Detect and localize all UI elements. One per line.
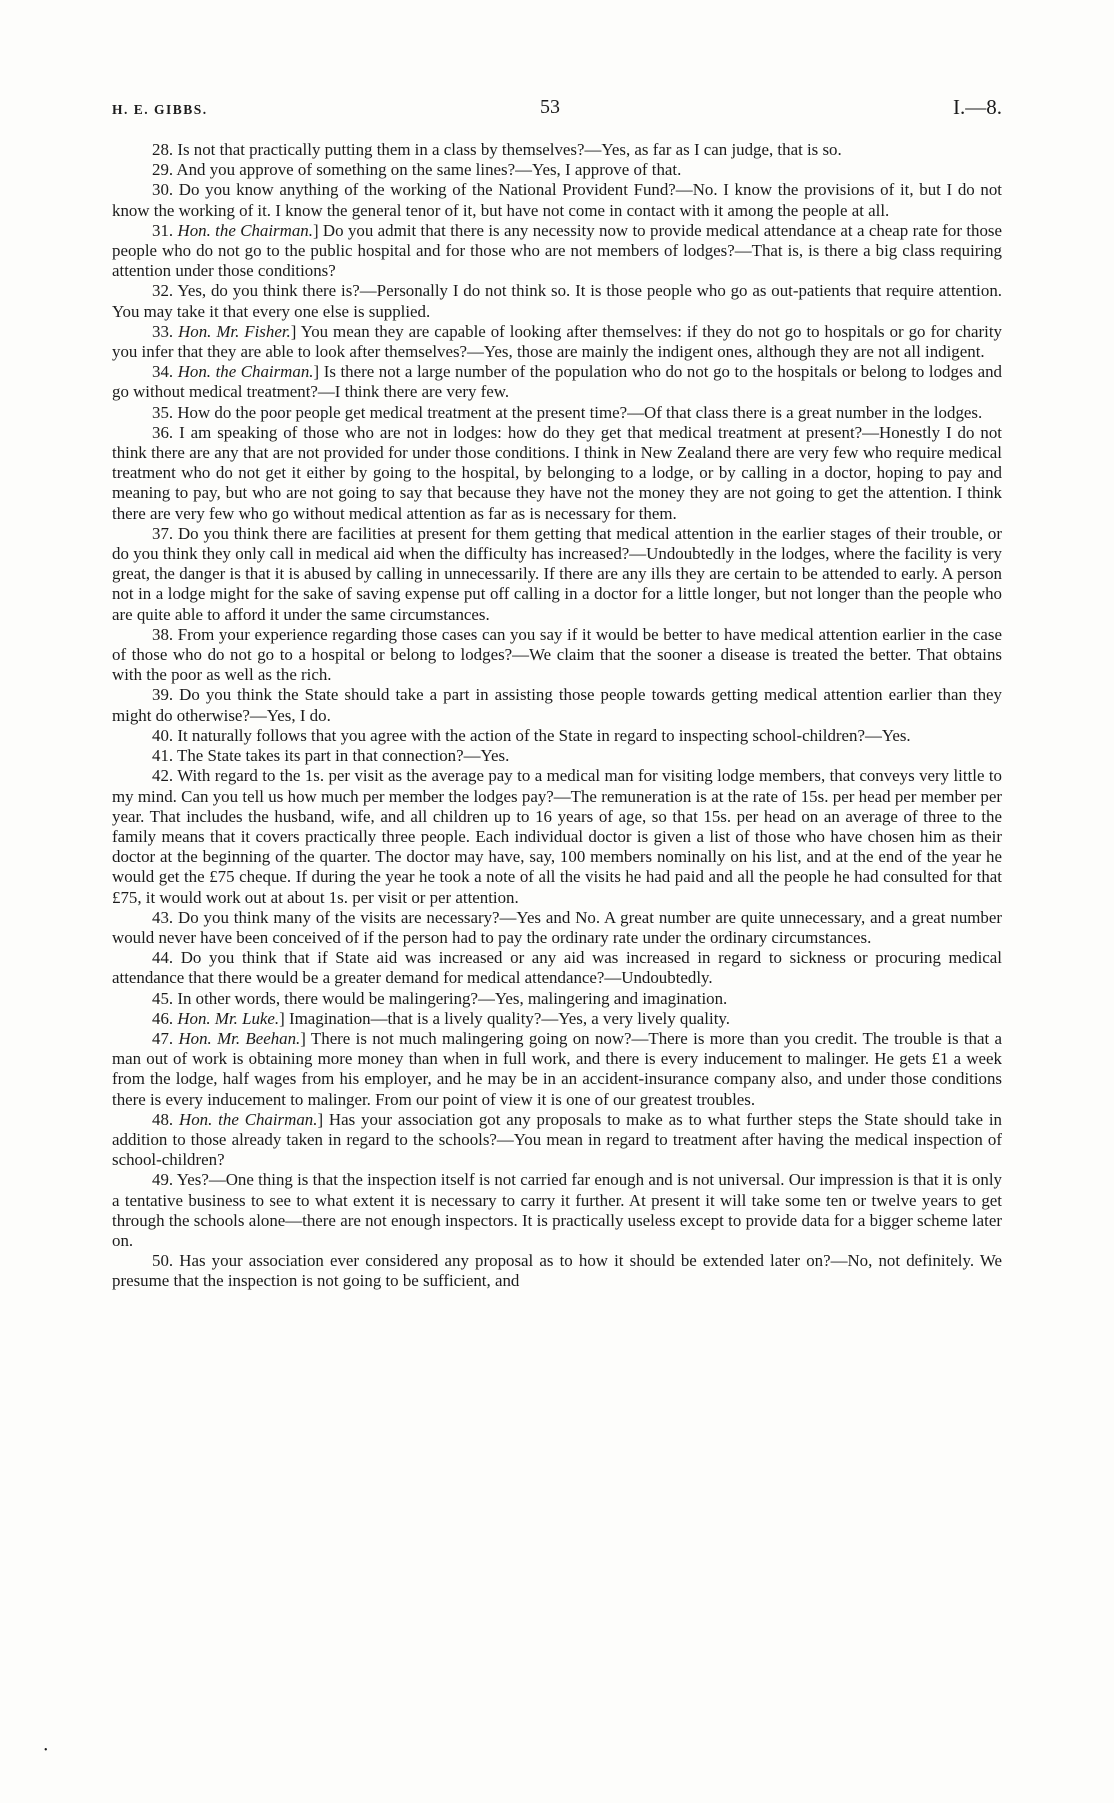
question-paragraph <box>112 403 1002 423</box>
paragraph-text: 46. <box>152 1008 178 1028</box>
question-paragraph <box>112 322 1002 362</box>
question-paragraph <box>112 766 1002 907</box>
paragraph-text: ] Is there not a large number of the population who do not go to the hospitals or belong to lodges and go without medical treatment?—I think there are very few. <box>112 362 1002 402</box>
question-paragraph <box>112 1170 1002 1251</box>
evidence-text <box>112 140 1002 1292</box>
paragraph-text: 45. In other words, there would be malingering?—Yes, malingering and imagination. <box>152 988 728 1008</box>
question-paragraph <box>112 362 1002 402</box>
paragraph-text: 35. How do the poor people get medical treatment at the present time?—Of that class there is a great number in the lodges. <box>152 402 983 422</box>
speaker-name: Hon. the Chairman. <box>177 220 313 240</box>
paragraph-text: 48. <box>152 1109 179 1129</box>
paragraph-text: ] Imagination—that is a lively quality?—Yes, a very lively quality. <box>279 1008 730 1028</box>
paper-reference: I.—8. <box>953 95 1002 119</box>
paragraph-text: 37. Do you think there are facilities at present for them getting that medical attention in the earlier stages of their trouble, or do you think they only call in medical aid when the difficulty has increased?—Undoubtedly in the lodges, where the facility is very great, the danger is that it is abused by calling in unnecessarily. If there are any ills they are certain to be attended to early. A person not in a lodge might for the sake of saving expense put off calling in a doctor for a little longer, but not longer than the people who are quite able to afford it under the same circumstances. <box>112 523 1002 624</box>
paragraph-text: ] There is not much malingering going on now?—There is more than you credit. The trouble is that a man out of work is obtaining more money than when in full work, and there is every inducement to malinger. He gets £1 a week from the lodge, half wages from his employer, and he may be in an accident-insurance company also, and under those conditions there is every inducement to malinger. From our point of view it is one of our greatest troubles. <box>112 1028 1002 1109</box>
question-paragraph <box>112 160 1002 180</box>
question-paragraph <box>112 281 1002 321</box>
paragraph-text: 49. Yes?—One thing is that the inspection itself is not carried far enough and is not universal. Our impression is that it is only a tentative business to see to what extent it is necessary to carry it further. At present it will take some ten or twelve years to get through the schools alone—there are not enough inspectors. It is practically useless except to provide data for a bigger scheme later on. <box>112 1170 1002 1250</box>
question-paragraph <box>112 1029 1002 1110</box>
paragraph-text: 39. Do you think the State should take a part in assisting those people towards getting medical attention earlier than they might do otherwise?—Yes, I do. <box>112 685 1002 725</box>
document-page <box>112 92 1002 1292</box>
paragraph-text: 31. <box>152 220 178 240</box>
paragraph-text: ] You mean they are capable of looking after themselves: if they do not go to hospitals or go for charity you infer that they are able to look after themselves?—Yes, those are mainly the indigent ones, although they are not all indigent. <box>112 321 1002 362</box>
question-paragraph <box>112 908 1002 948</box>
question-paragraph <box>112 948 1002 988</box>
question-paragraph <box>112 180 1002 220</box>
paragraph-text: 38. From your experience regarding those cases can you say if it would be better to have medical attention earlier in the case of those who do not go to a hospital or belong to lodges?—We claim that the sooner a disease is treated the better. That obtains with the poor as well as the rich. <box>112 624 1002 685</box>
question-paragraph <box>112 746 1002 766</box>
paragraph-text: 32. Yes, do you think there is?—Personally I do not think so. It is those people who go as out-patients that require attention. You may take it that every one else is supplied. <box>112 281 1002 321</box>
paragraph-text: 33. <box>152 321 179 341</box>
question-paragraph <box>112 1110 1002 1171</box>
question-paragraph <box>112 625 1002 686</box>
paragraph-text: ] Has your association got any proposals to make as to what further steps the State should take in addition to those already taken in regard to the schools?—You mean in regard to treatment after having the medical inspection of school-children? <box>112 1109 1002 1170</box>
paragraph-text: 40. It naturally follows that you agree with the action of the State in regard to inspecting school-children?—Yes. <box>152 725 911 745</box>
question-paragraph <box>112 140 1002 160</box>
margin-mark: • <box>44 1745 48 1756</box>
paragraph-text: 41. The State takes its part in that connection?—Yes. <box>152 746 510 766</box>
question-paragraph <box>112 221 1002 282</box>
question-paragraph <box>112 685 1002 725</box>
paragraph-text: 29. And you approve of something on the same lines?—Yes, I approve of that. <box>152 160 682 180</box>
question-paragraph <box>112 423 1002 524</box>
question-paragraph <box>112 1009 1002 1029</box>
page-header <box>112 92 1002 132</box>
paragraph-text: 34. <box>152 362 178 382</box>
paragraph-text: ] Do you admit that there is any necessity now to provide medical attendance at a cheap rate for those people who do not go to the public hospital and for those who are not members of lodges?—That is, is there a big class requiring attention under those conditions? <box>112 220 1002 281</box>
speaker-name: Hon. Mr. Luke. <box>177 1008 280 1028</box>
question-paragraph <box>112 1251 1002 1291</box>
paragraph-text: 36. I am speaking of those who are not in lodges: how do they get that medical treatment at present?—Honestly I do not think there are any that are not provided for under those conditions. I think in New Zealand there are very few who require medical treatment who do not get it either by going to the hospital, by belonging to a lodge, or by calling in a doctor, hoping to pay and meaning to pay, but who are not going to say that because they have not the money they are not going to get the attention. I think there are very few who go without medical attention as far as is necessary for them. <box>112 422 1002 523</box>
speaker-name: Hon. Mr. Beehan. <box>178 1028 301 1048</box>
speaker-name: Hon. the Chairman. <box>177 362 314 382</box>
question-paragraph <box>112 524 1002 625</box>
paragraph-text: 47. <box>152 1028 179 1048</box>
paragraph-text: 42. With regard to the 1s. per visit as the average pay to a medical man for visiting lodge members, that conveys very little to my mind. Can you tell us how much per member the lodges pay?—The remuneration is at the rate of 15s. per head per member per year. That includes the husband, wife, and all children up to 16 years of age, so that 15s. per head on an average of three to the family means that it covers practically three people. Each individual doctor is given a list of those who have chosen him as their doctor at the beginning of the quarter. The doctor may have, say, 100 members nominally on his list, and at the end of the year he would get the £75 cheque. If during the year he took a note of all the visits he had paid and all the people he had consulted for that £75, it would work out at about 1s. per visit or per attention. <box>112 766 1002 907</box>
witness-name: H. E. GIBBS. <box>112 102 208 117</box>
paragraph-text: 50. Has your association ever considered any proposal as to how it should be extended later on?—No, not definitely. We presume that the inspection is not going to be sufficient, and <box>112 1251 1002 1291</box>
speaker-name: Hon. the Chairman. <box>179 1109 318 1129</box>
question-paragraph <box>112 989 1002 1009</box>
paragraph-text: 43. Do you think many of the visits are necessary?—Yes and No. A great number are quite unnecessary, and a great number would never have been conceived of if the person had to pay the ordinary rate under the ordinary circumstances. <box>112 907 1002 947</box>
page-number: 53 <box>540 96 560 118</box>
question-paragraph <box>112 726 1002 746</box>
paragraph-text: 30. Do you know anything of the working of the National Provident Fund?—No. I know the provisions of it, but I do not know the working of it. I know the general tenor of it, but have not come in contact with it among the people at all. <box>112 180 1002 220</box>
paragraph-text: 44. Do you think that if State aid was increased or any aid was increased in regard to sickness or procuring medical attendance that there would be a greater demand for medical attendance?—Undoubtedly. <box>112 948 1002 988</box>
paragraph-text: 28. Is not that practically putting them in a class by themselves?—Yes, as far as I can judge, that is so. <box>152 140 842 159</box>
speaker-name: Hon. Mr. Fisher. <box>178 321 291 341</box>
